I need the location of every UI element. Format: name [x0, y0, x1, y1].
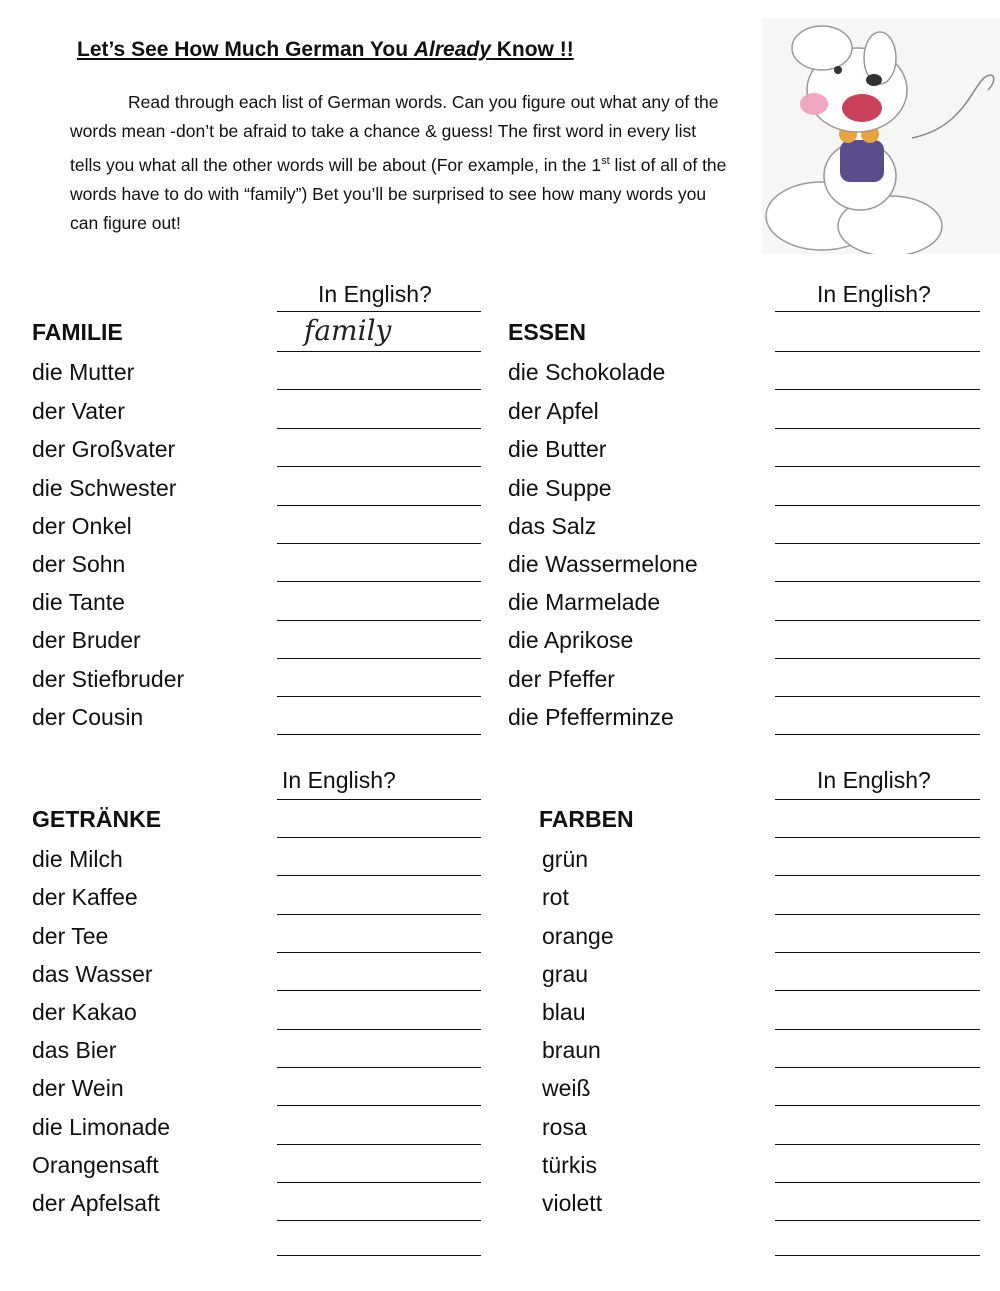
getraenke-answer-line[interactable] — [277, 1255, 481, 1256]
essen-word: der Pfeffer — [508, 666, 615, 692]
essen-word: die Schokolade — [508, 359, 666, 385]
familie-answer-line[interactable] — [277, 311, 481, 312]
getraenke-answer-line[interactable] — [277, 990, 481, 991]
familie-heading: FAMILIE — [32, 319, 123, 345]
getraenke-word: der Tee — [32, 923, 109, 949]
getraenke-word: die Milch — [32, 846, 123, 872]
getraenke-answer-line[interactable] — [277, 799, 481, 800]
essen-answer-line[interactable] — [775, 428, 980, 429]
familie-answer-line[interactable] — [277, 734, 481, 735]
farben-word: weiß — [542, 1075, 591, 1101]
essen-word: der Apfel — [508, 398, 599, 424]
farben-answer-line[interactable] — [775, 914, 980, 915]
farben-answer-line[interactable] — [775, 837, 980, 838]
familie-word: der Stiefbruder — [32, 666, 185, 692]
farben-word: grau — [542, 961, 589, 987]
essen-heading: ESSEN — [508, 319, 586, 345]
familie-handwritten-answer: family — [304, 314, 392, 347]
getraenke-answer-line[interactable] — [277, 1029, 481, 1030]
getraenke-english-header: In English? — [282, 767, 396, 793]
essen-answer-line[interactable] — [775, 389, 980, 390]
getraenke-answer-line[interactable] — [277, 1144, 481, 1145]
getraenke-word: der Kaffee — [32, 884, 138, 910]
familie-word: der Großvater — [32, 436, 176, 462]
getraenke-word: Orangensaft — [32, 1152, 159, 1178]
familie-answer-line[interactable] — [277, 658, 481, 659]
farben-answer-line[interactable] — [775, 1144, 980, 1145]
essen-answer-line[interactable] — [775, 351, 980, 352]
farben-answer-line[interactable] — [775, 875, 980, 876]
farben-answer-line[interactable] — [775, 1029, 980, 1030]
getraenke-word: der Apfelsaft — [32, 1190, 160, 1216]
farben-english-header: In English? — [817, 767, 931, 793]
familie-answer-line[interactable] — [277, 428, 481, 429]
worksheet-title: Let’s See How Much German You Already Know !! — [77, 38, 574, 61]
familie-answer-line[interactable] — [277, 466, 481, 467]
essen-word: die Suppe — [508, 475, 612, 501]
familie-answer-line[interactable] — [277, 620, 481, 621]
getraenke-answer-line[interactable] — [277, 1105, 481, 1106]
familie-answer-line[interactable] — [277, 351, 481, 352]
essen-answer-line[interactable] — [775, 620, 980, 621]
mouse-mascot-illustration — [762, 18, 1000, 254]
getraenke-answer-line[interactable] — [277, 914, 481, 915]
essen-answer-line[interactable] — [775, 581, 980, 582]
farben-word: rot — [542, 884, 569, 910]
essen-answer-line[interactable] — [775, 311, 980, 312]
essen-word: die Wassermelone — [508, 551, 698, 577]
farben-answer-line[interactable] — [775, 1255, 980, 1256]
familie-word: die Mutter — [32, 359, 135, 385]
getraenke-word: die Limonade — [32, 1114, 171, 1140]
farben-word: rosa — [542, 1114, 587, 1140]
farben-heading: FARBEN — [539, 806, 634, 832]
essen-english-header: In English? — [817, 281, 931, 307]
familie-english-header: In English? — [318, 281, 432, 307]
getraenke-heading: GETRÄNKE — [32, 806, 162, 832]
familie-word: der Sohn — [32, 551, 126, 577]
farben-answer-line[interactable] — [775, 799, 980, 800]
farben-answer-line[interactable] — [775, 1182, 980, 1183]
familie-word: der Bruder — [32, 627, 141, 653]
familie-answer-line[interactable] — [277, 389, 481, 390]
essen-answer-line[interactable] — [775, 505, 980, 506]
familie-word: der Vater — [32, 398, 125, 424]
getraenke-answer-line[interactable] — [277, 875, 481, 876]
farben-word: violett — [542, 1190, 603, 1216]
getraenke-word: der Kakao — [32, 999, 137, 1025]
familie-answer-line[interactable] — [277, 505, 481, 506]
farben-word: orange — [542, 923, 614, 949]
farben-answer-line[interactable] — [775, 1220, 980, 1221]
essen-answer-line[interactable] — [775, 734, 980, 735]
familie-answer-line[interactable] — [277, 696, 481, 697]
essen-word: die Aprikose — [508, 627, 634, 653]
familie-answer-line[interactable] — [277, 543, 481, 544]
getraenke-answer-line[interactable] — [277, 1067, 481, 1068]
farben-answer-line[interactable] — [775, 1067, 980, 1068]
essen-word: das Salz — [508, 513, 597, 539]
farben-word: blau — [542, 999, 586, 1025]
farben-answer-line[interactable] — [775, 952, 980, 953]
familie-word: die Schwester — [32, 475, 177, 501]
instructions-paragraph: Read through each list of German words. Can you figure out what any of the words mean -don’t be afraid to take a chance & guess! The first word in every list tells you what all the other words will be about (For example, in the 1st list of all of the words have to do with “family”) Bet you’ll be surprised to see how many words you can figure out! — [70, 92, 727, 234]
essen-word: die Pfefferminze — [508, 704, 674, 730]
essen-answer-line[interactable] — [775, 466, 980, 467]
getraenke-word: das Bier — [32, 1037, 117, 1063]
familie-word: die Tante — [32, 589, 125, 615]
farben-word: türkis — [542, 1152, 597, 1178]
familie-word: der Cousin — [32, 704, 144, 730]
essen-word: die Marmelade — [508, 589, 661, 615]
essen-answer-line[interactable] — [775, 543, 980, 544]
familie-answer-line[interactable] — [277, 581, 481, 582]
farben-word: grün — [542, 846, 589, 872]
essen-answer-line[interactable] — [775, 658, 980, 659]
farben-answer-line[interactable] — [775, 1105, 980, 1106]
essen-word: die Butter — [508, 436, 607, 462]
getraenke-word: das Wasser — [32, 961, 153, 987]
getraenke-answer-line[interactable] — [277, 952, 481, 953]
familie-word: der Onkel — [32, 513, 132, 539]
getraenke-word: der Wein — [32, 1075, 124, 1101]
essen-answer-line[interactable] — [775, 696, 980, 697]
getraenke-answer-line[interactable] — [277, 1220, 481, 1221]
farben-word: braun — [542, 1037, 601, 1063]
getraenke-answer-line[interactable] — [277, 837, 481, 838]
farben-answer-line[interactable] — [775, 990, 980, 991]
getraenke-answer-line[interactable] — [277, 1182, 481, 1183]
